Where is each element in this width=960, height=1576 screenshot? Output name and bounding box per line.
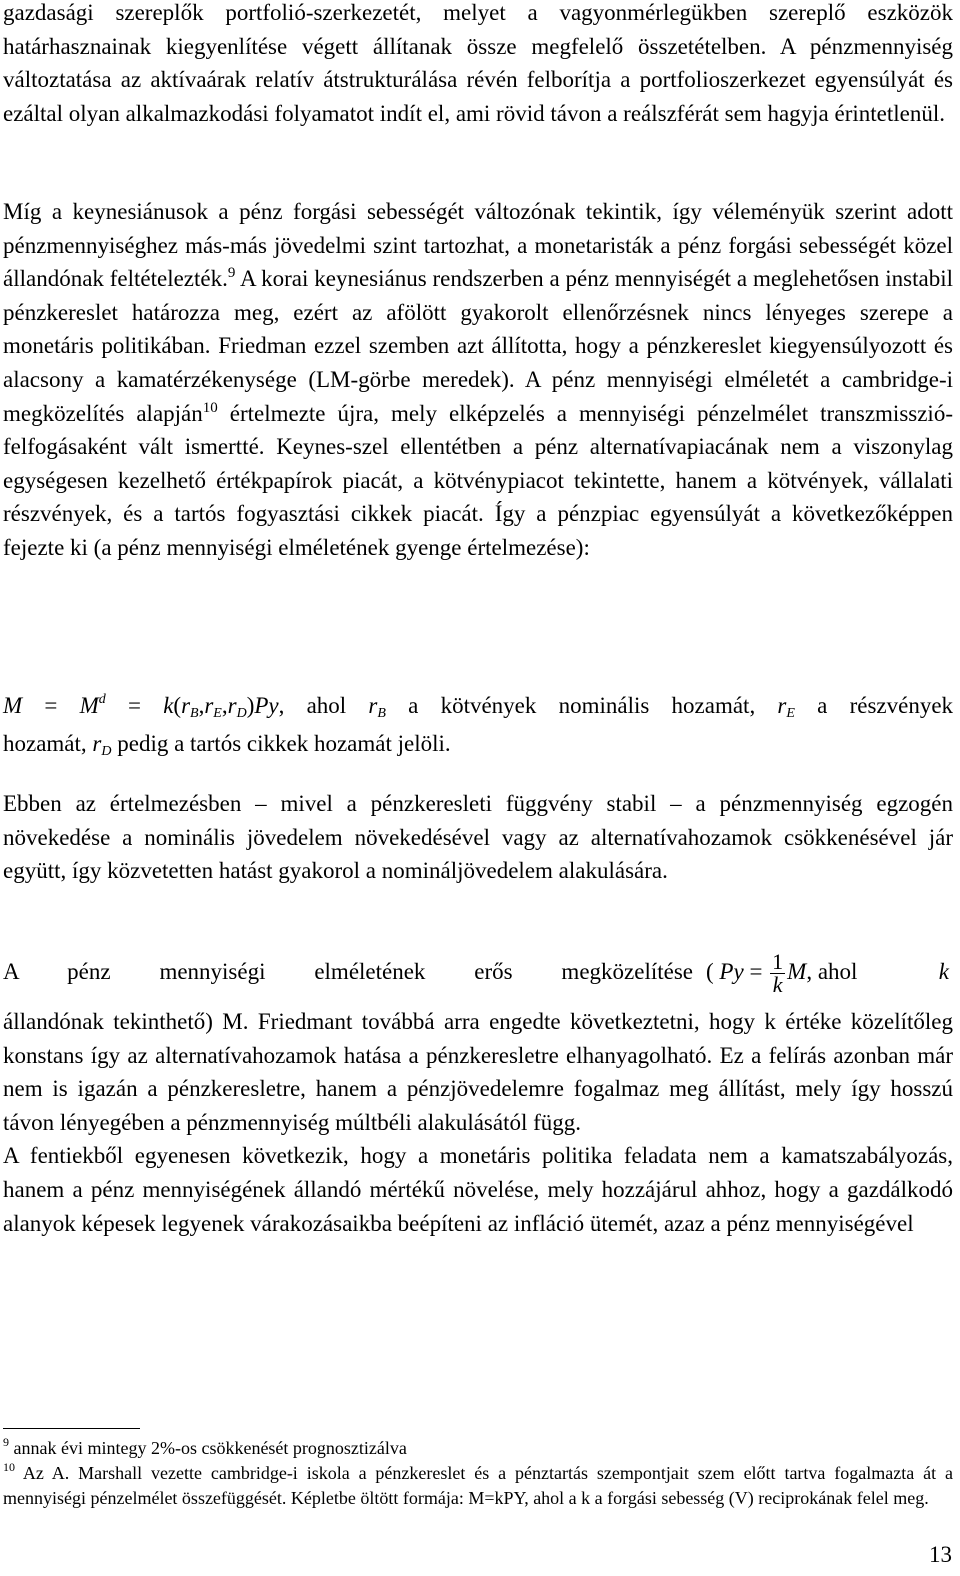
footnote-10-text: Az A. Marshall vezette cambridge-i iskola a pénzkereslet és a pénztartás szempontjait szem előtt tartva fogalmazta át a mennyiségi pénzelmélet összefüggését. Képletbe öltött formája: M=kPY, ahol a k a forgási sebesség (V) reciprokának felel meg. (3, 1463, 953, 1508)
footnote-ref-10[interactable]: 10 (202, 399, 218, 416)
eq-re-var: r (777, 693, 787, 718)
paragraph-portfolio (3, 0, 953, 130)
equation-money-demand (3, 689, 953, 723)
eq-equals-1: = (44, 693, 58, 718)
paragraph-friedman-conclusion (3, 1005, 953, 1240)
eq-equals-2: = (127, 693, 141, 718)
paragraph-5: A fentiekből egyenesen következik, hogy a monetáris politika feladata nem a kamatszabályozás, hanem a pénz mennyiségének állandó mértékű növelése, mely hozzájárul ahhoz, hogy a gazdálkodó alanyok képesek legyenek várakozásaikba beépíteni az infláció ütemét, azaz a pénz mennyiségével (3, 1143, 953, 1236)
eq-r-b: r (181, 693, 191, 718)
paragraph-2 (3, 195, 953, 565)
paragraph-2-part-2: A korai keynesiánus rendszerben a pénz mennyiségét a meglehetősen instabil pénzkereslet határozza meg, ezért az afölött gyakorolt ellenőrzésnek nincs lényeges szerepe a monetáris politikában. Friedman ezzel szemben azt állította, hogy a pénzkereslet kiegyensúlyozott és alacsony a kamatérzékenysége (LM-görbe meredek). A pénz mennyiségi elméletét a cambridge-i megközelítés alapján (3, 266, 953, 426)
footnote-separator (3, 1428, 140, 1429)
paragraph-3: Ebben az értelmezésben – mivel a pénzkeresleti függvény stabil – a pénzmennyiség egzogén növekedése a nominális jövedelem növekedésével vagy az alternatívahozamok csökkenésével jár együtt, így közvetetten hatást gyakorol a nomináljövedelem alakulására. (3, 791, 953, 884)
eq2-m: M (787, 959, 807, 984)
strong-approach-formula (706, 950, 857, 996)
eq-md: M (79, 693, 99, 718)
eq-sub-e: E (213, 706, 222, 721)
eq-line2-end: pedig a tartós cikkek hozamát jelöli. (117, 731, 451, 756)
eq-py: Py (254, 693, 279, 718)
eq-re-sub: E (786, 706, 795, 721)
equation-strong-approach (3, 949, 953, 998)
eq-comma-1: , (198, 693, 205, 718)
eq2-open-paren: ( (706, 959, 714, 984)
eq-sub-d: D (236, 706, 247, 721)
eq-r-e: r (204, 693, 214, 718)
paragraph-keynes-monetarist (3, 195, 953, 565)
footnote-10 (3, 1461, 953, 1511)
eq2-py: Py (719, 959, 744, 984)
paragraph-4: állandónak tekinthető) M. Friedmant továbbá arra engedte következtetni, hogy k értéke közelítőleg konstans így az alternatívahozamok hatása a pénzkeresletre elhanyagolható. Ez a felírás azonban már nem is igazán a pénzkeresletre, hanem a pénzjövedelemre fogalmaz meg állítást, mely így hosszú távon lényegében a pénzmennyiség múltbéli alakulásától függ. (3, 1009, 953, 1135)
footnote-9-text: annak évi mintegy 2%-os csökkenését prognosztizálva (13, 1438, 407, 1458)
strong-approach-lead: A pénz mennyiségi elméletének erős megközelítése (3, 959, 693, 984)
paragraph-2-part-1: Míg a keynesiánusok a pénz forgási sebességét változónak tekintik, így véleményük szerint adott pénzmennyiséghez más-más jövedelmi szint tartozhat, a monetaristák a pénz forgási sebességét közel állandónak feltételezték. (3, 199, 953, 292)
footnotes (3, 1436, 953, 1511)
eq-rb-sub: B (377, 706, 386, 721)
eq-sub-b: B (190, 706, 199, 721)
eq2-k-var: k (938, 959, 949, 984)
eq-lhs-m: M (3, 693, 23, 718)
eq-k: k (163, 693, 174, 718)
footnote-9-mark: 9 (3, 1435, 9, 1449)
footnote-ref-9[interactable]: 9 (227, 265, 236, 282)
eq2-ahol: , ahol (806, 959, 858, 984)
equation-money-demand-line-2 (3, 727, 953, 761)
eq-r-d: r (227, 693, 237, 718)
footnote-9 (3, 1436, 953, 1461)
paragraph-1: gazdasági szereplők portfolió-szerkezetét, melyet a vagyonmérlegükben szereplő eszközök határhasznainak kiegyenlítése végett állítanak össze megfelelő összetételben. A pénzmennyiség változtatása az aktívaárak relatív átstrukturálása révén felborítja a portfolioszerkezet egyensúlyát és ezáltal olyan alkalmazkodási folyamatot indít el, ami rövid távon a reálszférát sem hagyja érintetlenül. (3, 0, 953, 126)
eq-rd-var: r (92, 731, 102, 756)
paragraph-2-part-3: értelmezte újra, mely elképzelés a mennyiségi pénzelmélet transzmisszió-felfogásaként vált ismertté. Keynes-szel ellentétben a pénz alternatívapiacának nem a viszonylag egységesen kezelhető értékpapírok piacát, a kötvénypiacot tekintette, hanem a kötvények, vállalati részvények, és a tartós fogyasztási cikkek piacát. Így a pénzpiac egyensúlyát a következőképpen fejezte ki (a pénz mennyiségi elméletének gyenge értelmezése): (3, 400, 953, 560)
eq2-equals: = (749, 959, 763, 984)
eq-ahol: , ahol (278, 693, 347, 718)
paragraph-interpretation (3, 787, 953, 888)
eq-close-paren: ) (246, 693, 255, 718)
footnote-10-mark: 10 (3, 1460, 15, 1474)
eq2-denominator: k (772, 972, 783, 998)
page-number: 13 (929, 1542, 952, 1567)
eq-open-paren: ( (173, 693, 182, 718)
eq2-fraction (770, 951, 785, 996)
eq-rd-sub: D (101, 744, 112, 759)
eq-comma-2: , (221, 693, 228, 718)
eq-rb-var: r (368, 693, 378, 718)
eq-bond-text: a kötvények nominális hozamát, (408, 693, 756, 718)
eq-line2-start: hozamát, (3, 731, 87, 756)
eq-stock-text: a részvények (817, 693, 954, 718)
eq2-numerator: 1 (772, 949, 784, 975)
eq-md-sup: d (98, 692, 106, 707)
